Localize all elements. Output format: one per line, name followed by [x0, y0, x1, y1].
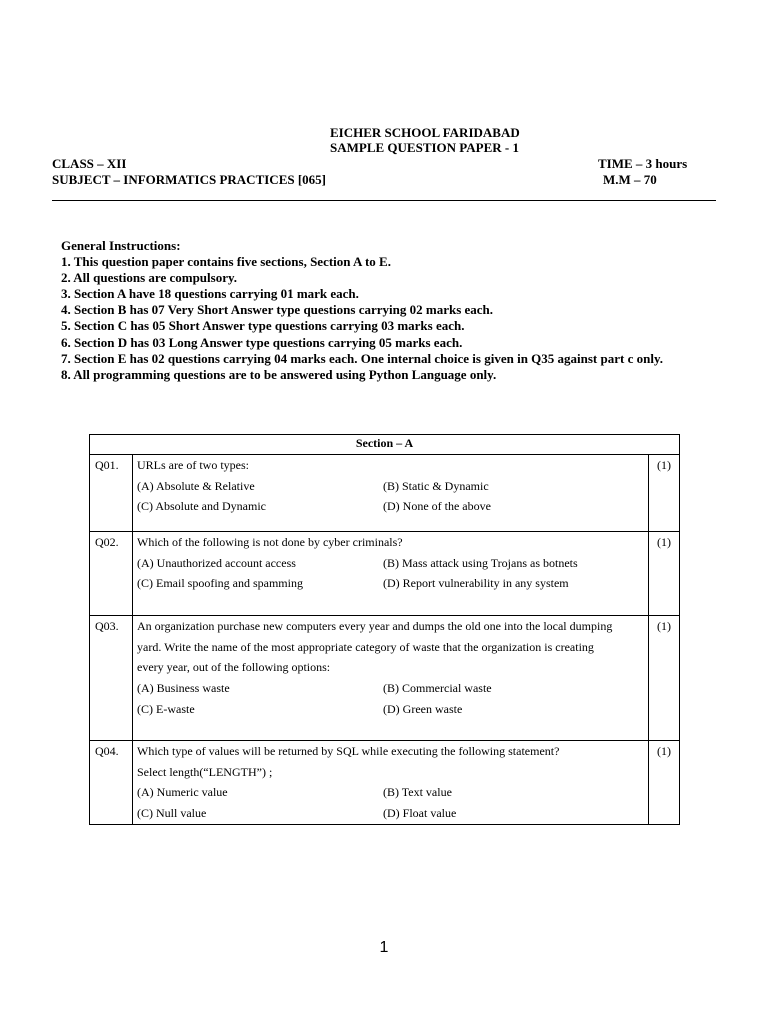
options-row — [137, 803, 644, 824]
option-b: (B) Text value — [383, 785, 452, 800]
question-number: Q04. — [90, 741, 133, 825]
question-text: Which type of values will be returned by SQL while executing the following statement? — [137, 744, 560, 758]
question-body — [133, 455, 649, 532]
options-row — [137, 699, 644, 720]
option-d: (D) Report vulnerability in any system — [383, 576, 569, 591]
question-row — [90, 741, 680, 825]
instructions-title: General Instructions: — [61, 238, 181, 253]
instruction-item: 2. All questions are compulsory. — [61, 270, 238, 286]
question-marks: (1) — [649, 455, 680, 532]
option-c: (C) Email spoofing and spamming — [137, 576, 303, 591]
option-d: (D) Float value — [383, 806, 457, 821]
question-number: Q03. — [90, 616, 133, 741]
question-text: An organization purchase new computers every year and dumps the old one into the local dumping — [137, 619, 613, 633]
options-row — [137, 496, 644, 517]
section-header-row — [90, 435, 680, 455]
instruction-item: 5. Section C has 05 Short Answer type questions carrying 03 marks each. — [61, 318, 465, 334]
option-a: (A) Numeric value — [137, 785, 228, 800]
question-number: Q02. — [90, 532, 133, 616]
instruction-item: 1. This question paper contains five sections, Section A to E. — [61, 254, 391, 270]
options-row — [137, 553, 644, 574]
school-name: EICHER SCHOOL FARIDABAD — [330, 125, 520, 140]
option-c: (C) Absolute and Dynamic — [137, 499, 266, 514]
instruction-item: 3. Section A have 18 questions carrying 01 mark each. — [61, 286, 359, 302]
question-text: yard. Write the name of the most appropriate category of waste that the organization is creating — [137, 639, 594, 654]
instruction-item: 8. All programming questions are to be answered using Python Language only. — [61, 366, 497, 382]
class-label: CLASS – XII — [52, 156, 127, 171]
instruction-item: 4. Section B has 07 Very Short Answer type questions carrying 02 marks each. — [61, 302, 494, 318]
question-text: Select length(“LENGTH”) ; — [137, 764, 273, 779]
options-row — [137, 573, 644, 594]
question-body — [133, 616, 649, 741]
section-title: Section – A — [90, 435, 680, 455]
option-d: (D) None of the above — [383, 499, 491, 514]
question-marks: (1) — [649, 616, 680, 741]
paper-title: SAMPLE QUESTION PAPER - 1 — [330, 140, 519, 155]
max-marks-label: M.M – 70 — [603, 172, 657, 187]
option-b: (B) Mass attack using Trojans as botnets — [383, 555, 578, 570]
option-c: (C) Null value — [137, 806, 207, 821]
subject-label: SUBJECT – INFORMATICS PRACTICES [065] — [52, 172, 326, 187]
option-a: (A) Unauthorized account access — [137, 555, 296, 570]
option-d: (D) Green waste — [383, 701, 463, 716]
instruction-item: 6. Section D has 03 Long Answer type questions carrying 05 marks each. — [61, 334, 463, 350]
option-b: (B) Commercial waste — [383, 681, 492, 696]
option-a: (A) Absolute & Relative — [137, 478, 255, 493]
question-marks: (1) — [649, 532, 680, 616]
option-a: (A) Business waste — [137, 681, 230, 696]
page-number: 1 — [379, 939, 389, 956]
question-row — [90, 532, 680, 616]
question-text: every year, out of the following options: — [137, 660, 331, 675]
question-text: URLs are of two types: — [137, 458, 249, 472]
question-row — [90, 455, 680, 532]
option-b: (B) Static & Dynamic — [383, 478, 489, 493]
question-marks: (1) — [649, 741, 680, 825]
options-row — [137, 782, 644, 803]
general-instructions — [61, 238, 663, 383]
question-table — [89, 434, 680, 825]
question-body — [133, 532, 649, 616]
options-row — [137, 678, 644, 699]
question-number: Q01. — [90, 455, 133, 532]
option-c: (C) E-waste — [137, 701, 195, 716]
question-text: Which of the following is not done by cyber criminals? — [137, 535, 403, 549]
question-body — [133, 741, 649, 825]
instruction-item: 7. Section E has 02 questions carrying 04 marks each. One internal choice is given in Q35 against part c only. — [61, 350, 663, 366]
question-row — [90, 616, 680, 741]
options-row — [137, 476, 644, 497]
time-label: TIME – 3 hours — [598, 156, 688, 171]
header-divider — [52, 200, 716, 201]
